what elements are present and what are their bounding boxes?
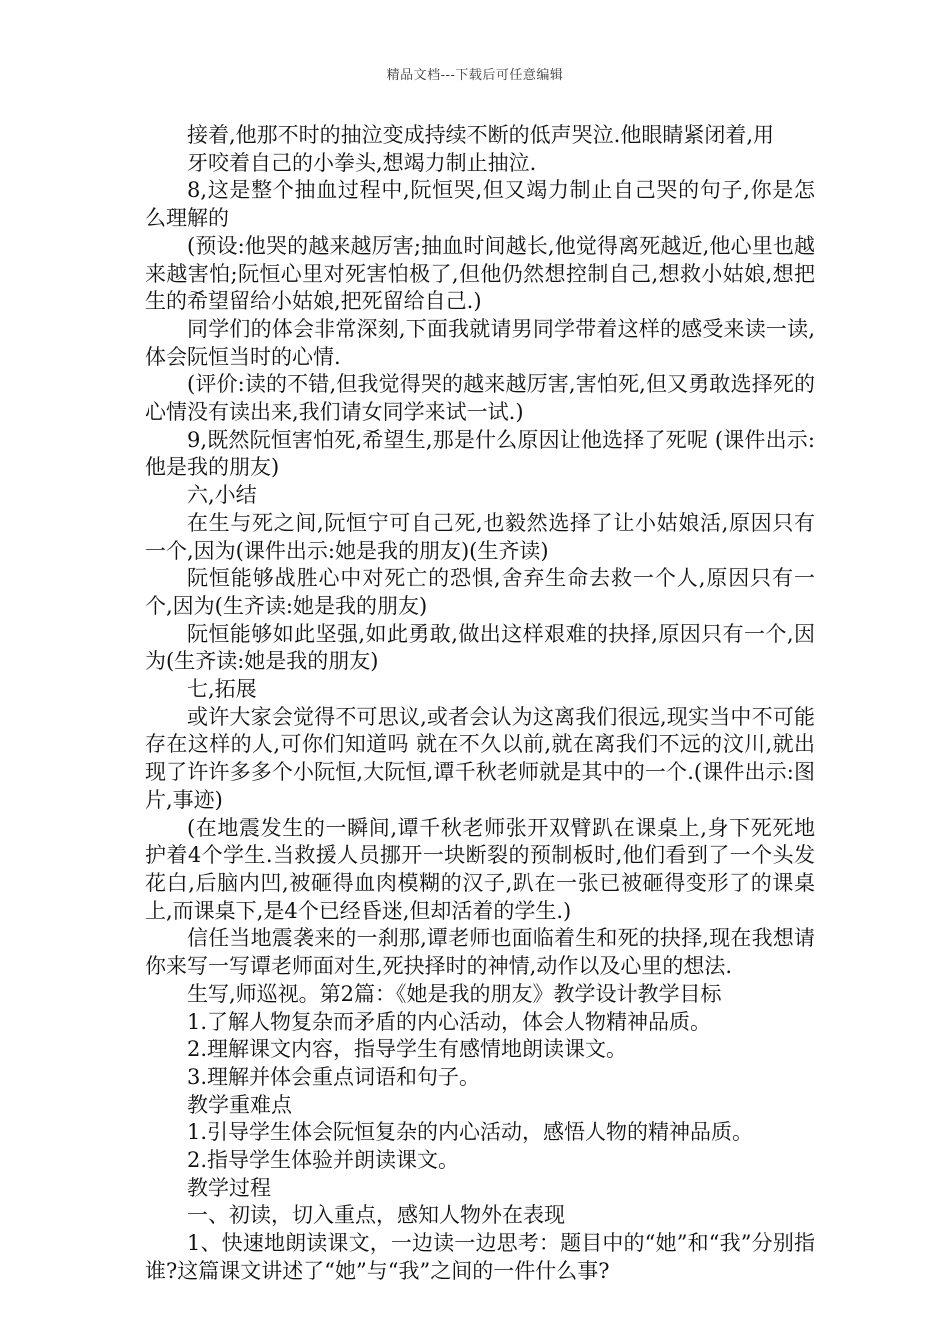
paragraph: (评价:读的不错,但我觉得哭的越来越厉害,害怕死,但又勇敢选择死的心情没有读出来,我们请女同学来试一试.)	[145, 372, 815, 425]
paragraph: 阮恒能够战胜心中对死亡的恐惧,舍弃生命去救一个人,原因只有一个,因为(生齐读:她是我的朋友)	[145, 566, 815, 618]
section-heading: 教学重难点	[187, 1092, 292, 1117]
paragraph: 接着,他那不时的抽泣变成持续不断的低声哭泣.他眼睛紧闭着,用	[187, 123, 775, 147]
section-heading: 一、初读，切入重点，感知人物外在表现	[187, 1203, 565, 1228]
paragraph: (预设:他哭的越来越厉害;抽血时间越长,他觉得离死越近,他心里也越来越害怕;阮恒心里对死害怕极了,但他仍然想控制自己,想救小姑娘,想把生的希望留给小姑娘,把死留给自己.)	[145, 233, 815, 314]
list-item: 2.理解课文内容，指导学生有感情地朗读课文。	[187, 1037, 628, 1062]
paragraph: 在生与死之间,阮恒宁可自己死,也毅然选择了让小姑娘活,原因只有一个,因为(课件出示:她是我的朋友)(生齐读)	[145, 510, 815, 563]
section-heading: 六,小结	[187, 483, 257, 508]
paragraph: 或许大家会觉得不可思议,或者会认为这离我们很远,现实当中不可能存在这样的人,可你们知道吗 就在不久以前,就在离我们不远的汶川,就出现了许许多多个小阮恒,大阮恒,谭千秋老师就是其中的一个.(课件出示:图片,事迹)	[145, 704, 815, 812]
paragraph: 1、快速地朗读课文，一边读一边思考：题目中的“她”和“我”分别指谁?这篇课文讲述了“她”与“我”之间的一件什么事?	[145, 1231, 815, 1283]
paragraph: 信任当地震袭来的一刹那,谭老师也面临着生和死的抉择,现在我想请你来写一写谭老师面对生,死抉择时的神情,动作以及心里的想法.	[145, 926, 815, 979]
list-item: 1.引导学生体会阮恒复杂的内心活动，感悟人物的精神品质。	[187, 1120, 754, 1145]
paragraph: 阮恒能够如此坚强,如此勇敢,做出这样艰难的抉择,原因只有一个,因为(生齐读:她是我的朋友)	[145, 621, 815, 674]
section-heading: 教学过程	[187, 1175, 271, 1200]
paragraph: 牙咬着自己的小拳头,想竭力制止抽泣.	[187, 150, 537, 175]
paragraph: (在地震发生的一瞬间,谭千秋老师张开双臂趴在课桌上,身下死死地护着4个学生.当救援人员挪开一块断裂的预制板时,他们看到了一个头发花白,后脑内凹,被砸得血肉模糊的汉子,趴在一张已被砸得变形了的课桌上,而课桌下,是4个已经昏迷,但却活着的学生.)	[145, 815, 815, 923]
page-header: 精品文档---下载后可任意编辑	[386, 68, 564, 83]
paragraph: 9,既然阮恒害怕死,希望生,那是什么原因让他选择了死呢 (课件出示:他是我的朋友)	[145, 427, 815, 480]
paragraph: 生写,师巡视。第2篇：《她是我的朋友》教学设计教学目标	[187, 981, 722, 1006]
document-body	[145, 122, 815, 1286]
paragraph: 8,这是整个抽血过程中,阮恒哭,但又竭力制止自己哭的句子,你是怎么理解的	[145, 178, 815, 231]
list-item: 2.指导学生体验并朗读课文。	[187, 1148, 460, 1173]
paragraph: 同学们的体会非常深刻,下面我就请男同学带着这样的感受来读一读,体会阮恒当时的心情.	[145, 316, 815, 369]
section-heading: 七,拓展	[187, 677, 257, 702]
list-item: 3.理解并体会重点词语和句子。	[187, 1064, 481, 1089]
list-item: 1.了解人物复杂而矛盾的内心活动，体会人物精神品质。	[187, 1009, 712, 1034]
